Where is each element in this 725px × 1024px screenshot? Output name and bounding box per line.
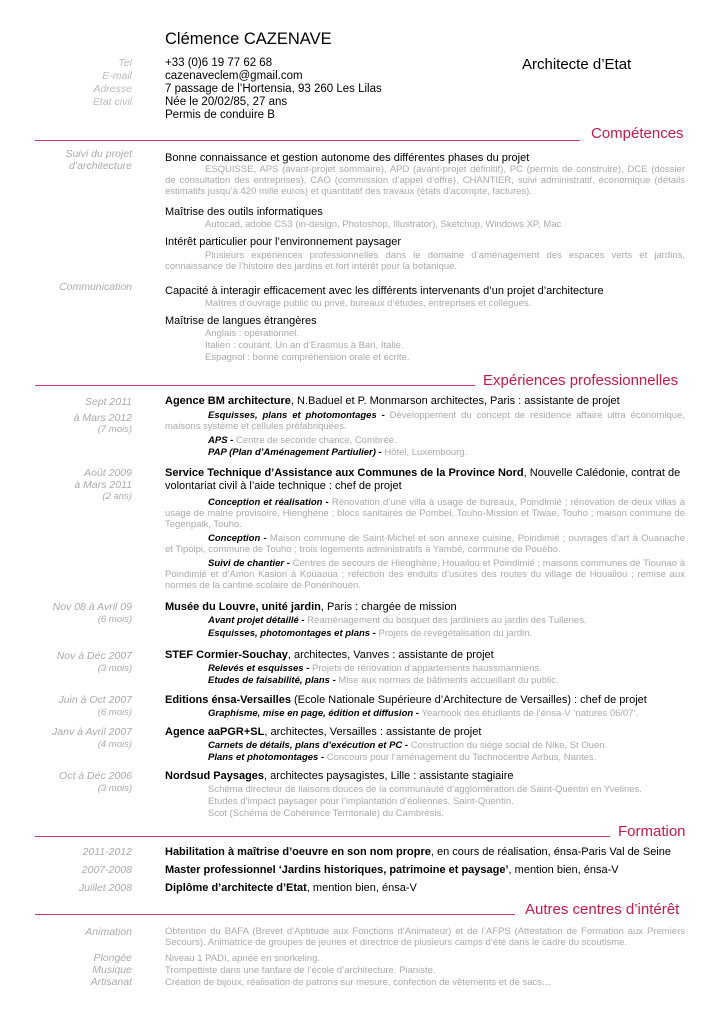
competence-detail: Plusieurs expériences professionnelles dans le domaine d’aménagement des espaces verts et jardins, connaissance de l’histoire des jardins et fort intérêt pour la botanique. <box>165 250 685 273</box>
exp-task: APS - Centre de seconde chance, Combrée. <box>208 435 397 446</box>
exp-date: Juin à Oct 2007 (6 mois) <box>58 694 132 718</box>
label-civil: Etat civil <box>92 96 132 108</box>
exp-date: Oct à Déc 2006 (3 mois) <box>59 770 132 794</box>
label-tel: Tel <box>118 57 132 69</box>
interest-label: Plongée <box>93 952 132 964</box>
label-address: Adresse <box>93 83 132 95</box>
exp-title: Service Technique d’Assistance aux Communes de la Province Nord, Nouvelle Calédonie, contrat de volontariat civil à l’aide technique : chef de projet <box>165 467 681 492</box>
section-rule <box>35 836 610 837</box>
section-title-formation: Formation <box>618 823 686 840</box>
competence-main: Intérêt particulier pour l’environnement paysager <box>165 236 402 248</box>
competence-detail: ESQUISSE, APS (avant-projet sommaire), APD (avant-projet définitif), PC (permis de construire), DCE (dossier de consultation des entreprises), CAO (commission d’appel d’offre), CHANTIER, suivi administratif, économique (détails estimatifs jusqu’à 420 mille euros) et quantitatif des travaux (états d’acompte, factures). <box>165 164 685 198</box>
interest-label: Musique <box>92 964 132 976</box>
candidate-name: Clémence CAZENAVE <box>165 30 332 48</box>
exp-title: Agence aaPGR+SL, architectes, Versailles : assistante de projet <box>165 726 482 738</box>
section-rule <box>35 385 475 386</box>
exp-date: Nov 08 à Avril 09 (6 mois) <box>52 601 132 625</box>
competence-main: Capacité à interagir efficacement avec les différents intervenants d’un projet d’architecture <box>165 285 604 297</box>
exp-title: Agence BM architecture, N.Baduel et P. Monmarson architectes, Paris : assistante de projet <box>165 395 620 407</box>
exp-task: Scot (Schéma de Cohérence Territoriale) du Cambrésis. <box>208 808 444 819</box>
exp-task: Esquisses, plans et photomontages - Développement du concept de résidence affaire ultra économique, maisons système et cellules préfabriquées. <box>165 410 685 433</box>
competence-main: Maîtrise des outils informatiques <box>165 206 323 218</box>
section-rule <box>35 914 515 915</box>
exp-task: Graphisme, mise en page, édition et diffusion - Yearbook des étudiants de l’énsa-V ‘natures 06/07’. <box>208 708 639 719</box>
exp-task: Relevés et esquisses - Projets de rénovation d’appartements haussmanniens. <box>208 663 542 674</box>
exp-task: Esquisses, photomontages et plans - Projets de revégétalisation du jardin. <box>208 628 533 639</box>
exp-title: STEF Cormier-Souchay, architectes, Vanves : assistante de projet <box>165 649 494 661</box>
exp-title: Editions énsa-Versailles (Ecole Nationale Supérieure d’Architecture de Versailles) : chef de projet <box>165 694 647 706</box>
exp-task: Etudes d’impact paysager pour l’implantation d’éoliennes, Saint-Quentin. <box>208 796 514 807</box>
formation-item: Habilitation à maîtrise d’oeuvre en son nom propre, en cours de réalisation, énsa-Paris Val de Seine <box>165 846 671 858</box>
exp-date: Nov à Déc 2007 (3 mois) <box>56 650 132 674</box>
exp-date: Août 2009 à Mars 2011 (2 ans) <box>74 467 132 502</box>
interest-label: Animation <box>85 926 132 938</box>
exp-task: Conception et réalisation - Rénovation d’une villa à usage de bureaux, Poindimié ; rénovation de deux villas à usage de mairie provisoire, Hienghène ; blocs sanitaires de Pombei, Touho-Mission et Tiwae, Touho ; maison commune de Tegenpaik, Touho. <box>165 497 685 531</box>
language-line: Espagnol : bonne compréhension orale et écrite. <box>205 352 410 363</box>
email-value: cazenaveclem@gmail.com <box>165 70 303 82</box>
address-value: 7 passage de l’Hortensia, 93 260 Les Lilas <box>165 83 382 95</box>
language-line: Anglais : opérationnel. <box>205 328 300 339</box>
exp-task: Carnets de détails, plans d’exécution et PC - Construction du siège social de Nike, St Ouen. <box>208 740 608 751</box>
section-title-experiences: Expériences professionnelles <box>483 372 679 389</box>
exp-task: Avant projet détaillé - Réaménagement du bosquet des jardiniers au jardin des Tulleries. <box>208 615 587 626</box>
formation-date: 2011-2012 <box>82 846 132 858</box>
exp-task: Suivi de chantier - Centres de secours de Hienghène, Houailou et Poindimié ; maisons communes de Tiounao à Poindimié et d’Amon Kasiori à Kouaoua ; réfection des enduits d’usures des routes du village de Houailou ; remise aux normes de la cantine scolaire de Ponérihouen. <box>165 558 686 592</box>
label-suivi-projet: Suivi du projet d’architecture <box>65 148 132 172</box>
competence-main: Bonne connaissance et gestion autonome des différentes phases du projet <box>165 152 530 164</box>
formation-date: Juillet 2008 <box>78 882 132 894</box>
exp-task: PAP (Plan d’Aménagement Partiulier) - Hôtel, Luxembourg. <box>208 447 468 458</box>
exp-date: Janv à Avril 2007 (4 mois) <box>52 726 132 750</box>
language-line: Italien : courant. Un an d’Erasmus à Bari, Italie. <box>205 340 404 351</box>
section-title-competences: Compétences <box>591 125 684 142</box>
exp-task: Schéma directeur de liaisons douces de la communauté d’agglomération de Saint-Quentin en Yvelines. <box>208 784 642 795</box>
formation-item: Diplôme d’architecte d’Etat, mention bien, énsa-V <box>165 882 417 894</box>
competence-main: Maîtrise de langues étrangères <box>165 315 317 327</box>
license-value: Permis de conduire B <box>165 109 275 121</box>
section-rule <box>35 140 580 141</box>
competence-detail: Maîtres d’ouvrage public ou privé, bureaux d’études, entreprises et collègues. <box>205 298 532 309</box>
exp-task: Conception - Maison commune de Saint-Michel et son annexe cuisine, Poindimié ; ouvrages d’art à Ouanache et Tipoipi, commune de Touho ; trois logements administratifs à Yambé, commune de Pouébo. <box>165 533 685 556</box>
job-title: Architecte d’Etat <box>522 56 632 73</box>
section-title-interests: Autres centres d’intérêt <box>525 901 680 918</box>
formation-date: 2007-2008 <box>81 864 132 876</box>
exp-task: Plans et photomontages - Concours pour l’aménagement du Technocentre Airbus, Nantes. <box>208 752 597 763</box>
interest-text: Création de bijoux, réalisation de patrons sur mesure, confection de vêtements et de sacs… <box>165 977 552 988</box>
label-communication: Communication <box>59 281 132 293</box>
exp-date: Sept 2011 à Mars 2012 (7 mois) <box>73 396 132 435</box>
exp-task: Etudes de faisabilité, plans - Mise aux normes de bâtiments accueillant du public. <box>208 675 559 686</box>
interest-text: Trompettiste dans une fanfare de l’école d’architecture. Pianiste. <box>165 965 436 976</box>
exp-title: Musée du Louvre, unité jardin, Paris : chargée de mission <box>165 601 457 613</box>
birth-value: Née le 20/02/85, 27 ans <box>165 96 288 108</box>
tel-value: +33 (0)6 19 77 62 68 <box>165 57 273 69</box>
exp-title: Nordsud Paysages, architectes paysagistes, Lille : assistante stagiaire <box>165 770 514 782</box>
interest-text: Obtention du BAFA (Brevet d’Aptitude aux Fonctions d’Animateur) et de l’AFPS (Attestation de Formation aux Premiers Secours). Animatrice de groupes de jeunes et directrice de plusieurs camps d’été dans le cadre du scoutisme. <box>165 926 685 949</box>
interest-text: Niveau 1 PADI, apnée en snorkeling. <box>165 953 321 964</box>
label-email: E-mail <box>102 70 132 82</box>
competence-detail: Autocad, adobe CS3 (in-design, Photoshop, Illustrator), Sketchup, Windows XP, Mac <box>205 219 562 230</box>
interest-label: Artisanat <box>90 976 132 988</box>
formation-item: Master professionnel ‘Jardins historiques, patrimoine et paysage’, mention bien, énsa-V <box>165 864 619 876</box>
